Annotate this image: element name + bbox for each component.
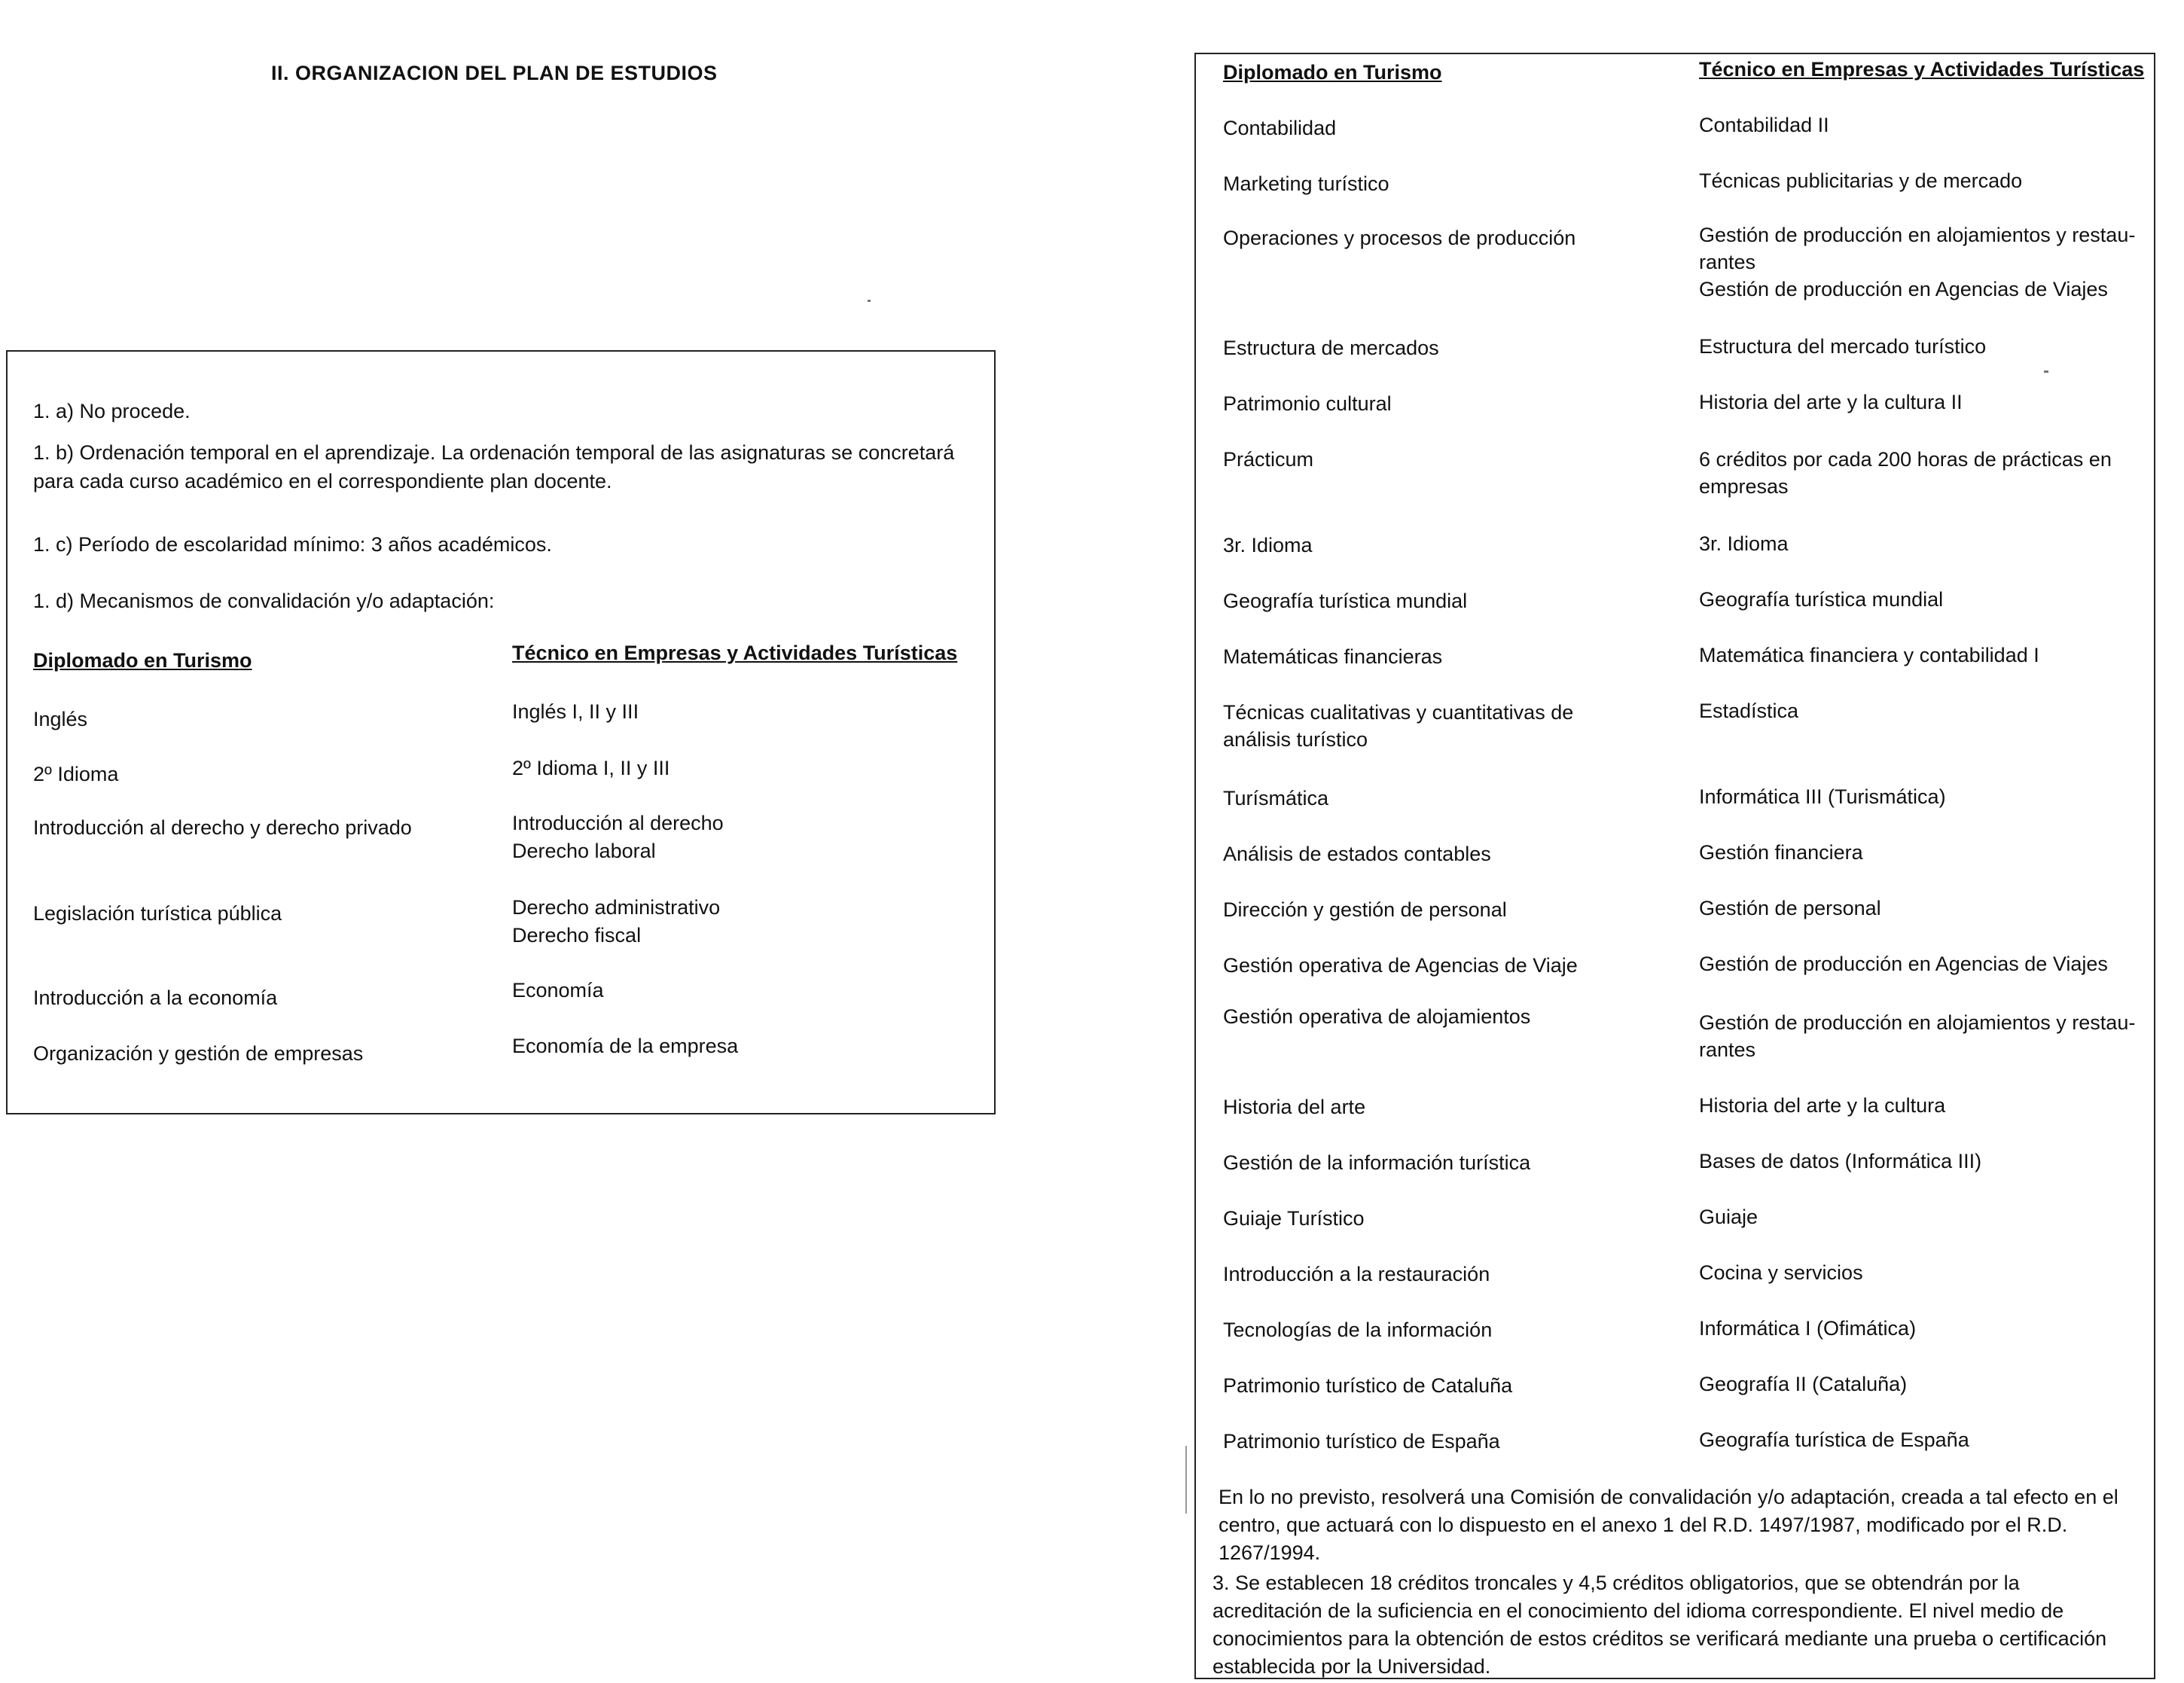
left-table-header-right: Técnico en Empresas y Actividades Turísticas — [512, 642, 958, 664]
right-table-cell: Guiaje — [1699, 1206, 1758, 1228]
item-3: 3. Se establecen 18 créditos troncales y 4,5 créditos obligatorios, que se obtendrán por la acreditación de la suficiencia en el conocimiento del idioma correspondiente. El nivel medio de conocimientos para la obtención de estos créditos se verificará mediante una prueba o certificación establecida por la Universidad. — [1212, 1572, 2107, 1678]
right-table-cell: Historia del arte y la cultura — [1699, 1094, 1946, 1117]
right-table-cell: análisis turístico — [1223, 728, 1368, 751]
right-table-cell: Geografía II (Cataluña) — [1699, 1373, 1908, 1395]
right-table-cell: Historia del arte — [1223, 1096, 1366, 1118]
right-table-cell: Geografía turística de España — [1699, 1428, 1969, 1451]
right-table-header-left: Diplomado en Turismo — [1223, 61, 1442, 84]
left-table-cell: Derecho fiscal — [512, 924, 642, 947]
scan-dot — [2044, 370, 2048, 373]
right-table-cell: Contabilidad — [1223, 117, 1337, 139]
right-table-cell: Análisis de estados contables — [1223, 843, 1491, 865]
item-1b: 1. b) Ordenación temporal en el aprendizaje. La ordenación temporal de las asignaturas se concretará para cada curso académico en el correspondiente plan docente. — [33, 441, 955, 492]
right-table-cell: 6 créditos por cada 200 horas de prácticas en — [1699, 448, 2112, 471]
right-table-cell: Turísmática — [1223, 787, 1329, 809]
right-table-cell: Gestión de producción en alojamientos y restau- — [1699, 224, 2136, 246]
right-table-cell: rantes — [1699, 1038, 1756, 1061]
right-table-cell: Gestión de producción en Agencias de Viajes — [1699, 278, 2108, 300]
left-section — [6, 350, 996, 1114]
right-table-cell: Técnicas publicitarias y de mercado — [1699, 169, 2023, 192]
left-table-cell: Economía de la empresa — [512, 1035, 739, 1057]
right-table-cell: Gestión de la información turística — [1223, 1151, 1531, 1174]
right-table-cell: Gestión operativa de Agencias de Viaje — [1223, 954, 1578, 977]
left-table-cell: Introducción a la economía — [33, 986, 278, 1009]
left-table-cell: Economía — [512, 979, 604, 1002]
left-table-header-left: Diplomado en Turismo — [33, 649, 252, 672]
page-title: II. ORGANIZACION DEL PLAN DE ESTUDIOS — [271, 62, 718, 84]
scan-dot — [868, 300, 871, 302]
right-table-cell: Guiaje Turístico — [1223, 1207, 1365, 1230]
right-table-cell: Geografía turística mundial — [1699, 588, 1944, 611]
right-table-cell: Estructura del mercado turístico — [1699, 335, 1987, 358]
right-table-cell: Gestión de producción en Agencias de Viajes — [1699, 953, 2108, 975]
right-table-cell: Patrimonio turístico de Cataluña — [1223, 1374, 1513, 1397]
left-table-cell: 2º Idioma — [33, 763, 119, 785]
right-table-cell: 3r. Idioma — [1699, 532, 1789, 555]
commission-note: En lo no previsto, resolverá una Comisión de convalidación y/o adaptación, creada a tal efecto en el centro, que actuará con lo dispuesto en el anexo 1 del R.D. 1497/1987, modificado por el R.D. 1267/1994. — [1219, 1486, 2118, 1564]
left-table-cell: Legislación turística pública — [33, 902, 282, 925]
right-table-cell: Introducción a la restauración — [1223, 1263, 1490, 1285]
right-table-cell: 3r. Idioma — [1223, 534, 1313, 556]
left-table-cell: Derecho laboral — [512, 840, 656, 862]
right-table-cell: Tecnologías de la información — [1223, 1319, 1493, 1341]
right-table-cell: empresas — [1699, 475, 1789, 498]
left-table-cell: Derecho administrativo — [512, 896, 721, 919]
right-table-cell: Estructura de mercados — [1223, 337, 1439, 359]
left-table-cell: Organización y gestión de empresas — [33, 1042, 364, 1065]
right-table-cell: Informática III (Turismática) — [1699, 785, 1946, 808]
right-table-cell: Matemática financiera y contabilidad I — [1699, 644, 2039, 666]
left-table-cell: Introducción al derecho y derecho privado — [33, 816, 412, 839]
scan-mark — [1185, 1446, 1187, 1514]
right-table-cell: Matemáticas financieras — [1223, 645, 1443, 668]
right-table-header-right: Técnico en Empresas y Actividades Turísticas — [1699, 58, 2145, 81]
left-table-cell: Inglés — [33, 708, 88, 730]
right-table-cell: Gestión de personal — [1699, 897, 1881, 919]
right-table-cell: Marketing turístico — [1223, 172, 1389, 195]
item-1c: 1. c) Período de escolaridad mínimo: 3 años académicos. — [33, 533, 552, 556]
right-section — [1194, 53, 2155, 1679]
right-table-cell: Informática I (Ofimática) — [1699, 1317, 1917, 1340]
right-table-cell: Gestión financiera — [1699, 841, 1863, 864]
right-table-cell: Cocina y servicios — [1699, 1261, 1863, 1284]
right-table-cell: Contabilidad II — [1699, 114, 1829, 136]
item-1a: 1. a) No procede. — [33, 400, 191, 422]
right-table-cell: Gestión de producción en alojamientos y restau- — [1699, 1011, 2136, 1034]
right-table-cell: rantes — [1699, 251, 1756, 273]
item-1d: 1. d) Mecanismos de convalidación y/o adaptación: — [33, 590, 495, 612]
left-table-cell: Inglés I, II y III — [512, 700, 639, 723]
right-table-cell: Dirección y gestión de personal — [1223, 898, 1507, 921]
right-table-cell: Gestión operativa de alojamientos — [1223, 1005, 1531, 1028]
right-table-cell: Prácticum — [1223, 448, 1314, 471]
right-table-cell: Estadística — [1699, 700, 1799, 722]
right-table-cell: Geografía turística mundial — [1223, 590, 1468, 612]
right-table-cell: Historia del arte y la cultura II — [1699, 391, 1963, 413]
right-table-cell: Operaciones y procesos de producción — [1223, 227, 1576, 249]
left-table-cell: Introducción al derecho — [512, 812, 724, 834]
right-table-cell: Técnicas cualitativas y cuantitativas de — [1223, 701, 1574, 724]
left-table-cell: 2º Idioma I, II y III — [512, 757, 670, 779]
right-table-cell: Patrimonio cultural — [1223, 392, 1392, 415]
right-table-cell: Patrimonio turístico de España — [1223, 1430, 1500, 1453]
right-table-cell: Bases de datos (Informática III) — [1699, 1150, 1982, 1172]
